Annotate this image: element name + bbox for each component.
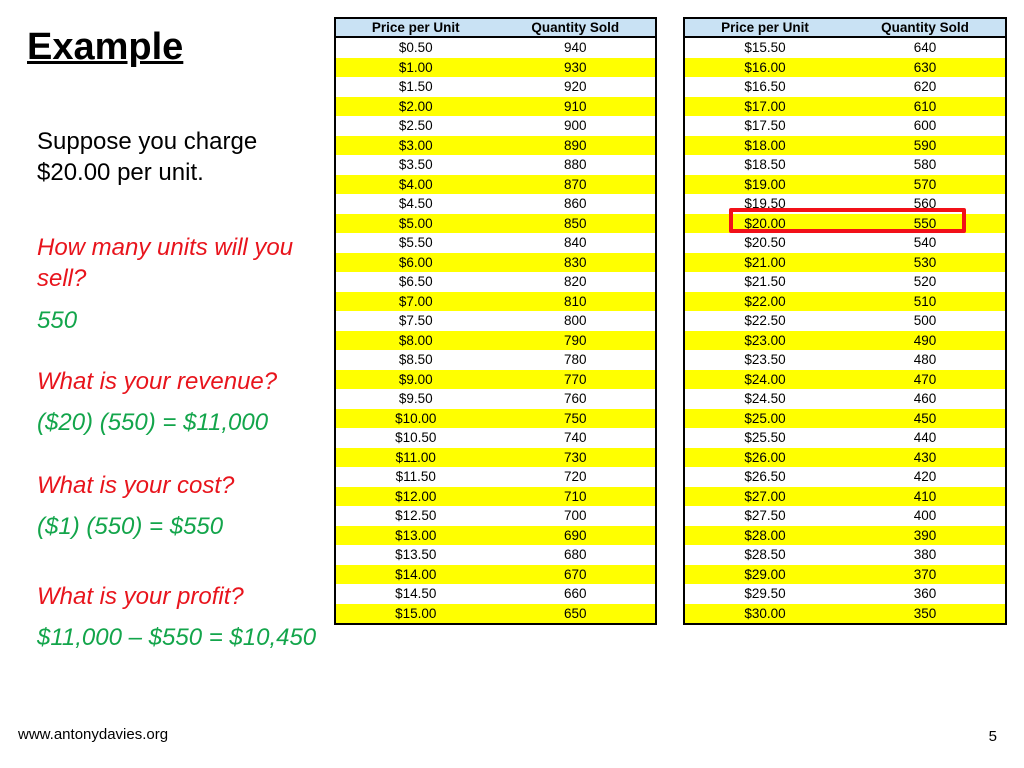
table-row (335, 545, 656, 565)
table-row (335, 292, 656, 312)
price-cell: $21.00 (684, 253, 845, 273)
price-cell: $1.00 (335, 58, 496, 78)
price-cell: $9.00 (335, 370, 496, 390)
price-cell: $8.50 (335, 350, 496, 370)
table-row (335, 331, 656, 351)
price-cell: $0.50 (335, 37, 496, 58)
header-quantity: Quantity Sold (496, 18, 657, 37)
table-row (335, 487, 656, 507)
table-row (684, 136, 1006, 156)
price-cell: $4.50 (335, 194, 496, 214)
table-row (684, 584, 1006, 604)
quantity-cell: 720 (496, 467, 657, 487)
table-row (335, 37, 656, 58)
price-cell: $5.00 (335, 214, 496, 234)
table-row (684, 467, 1006, 487)
price-cell: $18.00 (684, 136, 845, 156)
quantity-cell: 780 (496, 350, 657, 370)
table-row (335, 58, 656, 78)
price-cell: $29.50 (684, 584, 845, 604)
table-row (335, 253, 656, 273)
price-cell: $15.00 (335, 604, 496, 625)
quantity-cell: 440 (845, 428, 1006, 448)
table-row (684, 58, 1006, 78)
quantity-cell: 790 (496, 331, 657, 351)
table-row (684, 428, 1006, 448)
table-row (684, 175, 1006, 195)
price-cell: $2.50 (335, 116, 496, 136)
price-cell: $10.00 (335, 409, 496, 429)
price-cell: $12.00 (335, 487, 496, 507)
table-row (684, 97, 1006, 117)
table-row (335, 565, 656, 585)
quantity-cell: 660 (496, 584, 657, 604)
table-row (335, 155, 656, 175)
price-cell: $27.00 (684, 487, 845, 507)
price-cell: $27.50 (684, 506, 845, 526)
quantity-cell: 380 (845, 545, 1006, 565)
quantity-cell: 680 (496, 545, 657, 565)
quantity-cell: 390 (845, 526, 1006, 546)
table-header-row (684, 18, 1006, 37)
price-cell: $2.00 (335, 97, 496, 117)
price-cell: $19.50 (684, 194, 845, 214)
quantity-cell: 850 (496, 214, 657, 234)
price-cell: $17.50 (684, 116, 845, 136)
quantity-cell: 890 (496, 136, 657, 156)
quantity-cell: 560 (845, 194, 1006, 214)
price-cell: $1.50 (335, 77, 496, 97)
quantity-cell: 770 (496, 370, 657, 390)
table-row (684, 155, 1006, 175)
price-cell: $16.50 (684, 77, 845, 97)
header-quantity: Quantity Sold (845, 18, 1006, 37)
price-quantity-table-left (334, 17, 657, 625)
table-row (335, 350, 656, 370)
table-row (335, 272, 656, 292)
price-cell: $24.50 (684, 389, 845, 409)
table-row (335, 214, 656, 234)
table-row (684, 389, 1006, 409)
price-cell: $22.00 (684, 292, 845, 312)
price-cell: $6.00 (335, 253, 496, 273)
price-cell: $26.00 (684, 448, 845, 468)
table-row (684, 604, 1006, 625)
quantity-cell: 730 (496, 448, 657, 468)
quantity-cell: 710 (496, 487, 657, 507)
table-row (335, 194, 656, 214)
table-row (684, 253, 1006, 273)
price-cell: $25.50 (684, 428, 845, 448)
quantity-cell: 930 (496, 58, 657, 78)
page-number: 5 (988, 728, 997, 745)
table-row (335, 116, 656, 136)
quantity-cell: 350 (845, 604, 1006, 625)
table-row (684, 545, 1006, 565)
question-units: How many units will you sell? (37, 234, 294, 292)
price-cell: $21.50 (684, 272, 845, 292)
table-row (335, 175, 656, 195)
quantity-cell: 530 (845, 253, 1006, 273)
table-row (684, 311, 1006, 331)
table-row (684, 526, 1006, 546)
table-row (335, 584, 656, 604)
quantity-cell: 670 (496, 565, 657, 585)
quantity-cell: 480 (845, 350, 1006, 370)
quantity-cell: 370 (845, 565, 1006, 585)
price-cell: $25.00 (684, 409, 845, 429)
quantity-cell: 460 (845, 389, 1006, 409)
quantity-cell: 740 (496, 428, 657, 448)
table-row (684, 565, 1006, 585)
quantity-cell: 810 (496, 292, 657, 312)
answer-profit: $11,000 – $550 = $10,450 (37, 624, 317, 651)
quantity-cell: 760 (496, 389, 657, 409)
price-cell: $23.50 (684, 350, 845, 370)
quantity-cell: 900 (496, 116, 657, 136)
quantity-cell: 840 (496, 233, 657, 253)
quantity-cell: 940 (496, 37, 657, 58)
price-quantity-table-right (683, 17, 1007, 625)
price-cell: $12.50 (335, 506, 496, 526)
answer-cost: ($1) (550) = $550 (37, 513, 224, 540)
quantity-cell: 550 (845, 214, 1006, 234)
price-cell: $14.50 (335, 584, 496, 604)
quantity-cell: 490 (845, 331, 1006, 351)
quantity-cell: 650 (496, 604, 657, 625)
table-row (684, 331, 1006, 351)
table-row (684, 448, 1006, 468)
quantity-cell: 600 (845, 116, 1006, 136)
intro-text: Suppose you charge $20.00 per unit. (37, 128, 258, 186)
table-row (335, 448, 656, 468)
table-row (684, 116, 1006, 136)
table-row (684, 37, 1006, 58)
highlight-box (729, 208, 966, 233)
quantity-cell: 570 (845, 175, 1006, 195)
price-cell: $22.50 (684, 311, 845, 331)
price-cell: $30.00 (684, 604, 845, 625)
price-cell: $15.50 (684, 37, 845, 58)
table-row (335, 389, 656, 409)
table-row (684, 77, 1006, 97)
price-cell: $11.00 (335, 448, 496, 468)
question-cost: What is your cost? (37, 472, 235, 499)
price-cell: $3.50 (335, 155, 496, 175)
table-row (684, 506, 1006, 526)
quantity-cell: 750 (496, 409, 657, 429)
price-cell: $3.00 (335, 136, 496, 156)
quantity-cell: 800 (496, 311, 657, 331)
quantity-cell: 410 (845, 487, 1006, 507)
quantity-cell: 510 (845, 292, 1006, 312)
quantity-cell: 700 (496, 506, 657, 526)
table-row (684, 487, 1006, 507)
price-cell: $17.00 (684, 97, 845, 117)
answer-units: 550 (37, 307, 78, 334)
table-row (335, 97, 656, 117)
quantity-cell: 640 (845, 37, 1006, 58)
price-cell: $28.00 (684, 526, 845, 546)
quantity-cell: 400 (845, 506, 1006, 526)
price-cell: $8.00 (335, 331, 496, 351)
table-row (335, 604, 656, 625)
price-cell: $4.00 (335, 175, 496, 195)
price-cell: $28.50 (684, 545, 845, 565)
table-row (684, 292, 1006, 312)
price-cell: $13.50 (335, 545, 496, 565)
table-row (335, 77, 656, 97)
header-price: Price per Unit (335, 18, 496, 37)
price-cell: $6.50 (335, 272, 496, 292)
quantity-cell: 690 (496, 526, 657, 546)
quantity-cell: 860 (496, 194, 657, 214)
quantity-cell: 430 (845, 448, 1006, 468)
price-cell: $20.00 (684, 214, 845, 234)
price-cell: $7.50 (335, 311, 496, 331)
quantity-cell: 540 (845, 233, 1006, 253)
price-cell: $18.50 (684, 155, 845, 175)
table-row (335, 136, 656, 156)
quantity-cell: 360 (845, 584, 1006, 604)
price-cell: $7.00 (335, 292, 496, 312)
table-row (684, 233, 1006, 253)
table-row (684, 409, 1006, 429)
quantity-cell: 630 (845, 58, 1006, 78)
quantity-cell: 420 (845, 467, 1006, 487)
price-cell: $26.50 (684, 467, 845, 487)
price-cell: $14.00 (335, 565, 496, 585)
quantity-cell: 610 (845, 97, 1006, 117)
table-row (684, 272, 1006, 292)
table-row (335, 370, 656, 390)
quantity-cell: 470 (845, 370, 1006, 390)
price-cell: $13.00 (335, 526, 496, 546)
quantity-cell: 500 (845, 311, 1006, 331)
question-profit: What is your profit? (37, 583, 244, 610)
quantity-cell: 580 (845, 155, 1006, 175)
table-row (684, 370, 1006, 390)
quantity-cell: 820 (496, 272, 657, 292)
table-row (335, 409, 656, 429)
price-cell: $9.50 (335, 389, 496, 409)
header-price: Price per Unit (684, 18, 845, 37)
price-cell: $16.00 (684, 58, 845, 78)
table-row (684, 350, 1006, 370)
table-row (335, 506, 656, 526)
quantity-cell: 590 (845, 136, 1006, 156)
price-cell: $10.50 (335, 428, 496, 448)
quantity-cell: 450 (845, 409, 1006, 429)
table-row (335, 467, 656, 487)
table-row (335, 311, 656, 331)
price-cell: $23.00 (684, 331, 845, 351)
price-cell: $20.50 (684, 233, 845, 253)
price-cell: $11.50 (335, 467, 496, 487)
table-row (335, 233, 656, 253)
price-cell: $29.00 (684, 565, 845, 585)
table-row (335, 526, 656, 546)
quantity-cell: 910 (496, 97, 657, 117)
price-cell: $24.00 (684, 370, 845, 390)
quantity-cell: 620 (845, 77, 1006, 97)
quantity-cell: 830 (496, 253, 657, 273)
slide-title: Example (27, 26, 184, 68)
footer-url: www.antonydavies.org (18, 726, 169, 743)
price-cell: $19.00 (684, 175, 845, 195)
question-revenue: What is your revenue? (37, 368, 278, 395)
quantity-cell: 880 (496, 155, 657, 175)
table-header-row (335, 18, 656, 37)
price-cell: $5.50 (335, 233, 496, 253)
quantity-cell: 870 (496, 175, 657, 195)
quantity-cell: 920 (496, 77, 657, 97)
table-row (335, 428, 656, 448)
quantity-cell: 520 (845, 272, 1006, 292)
answer-revenue: ($20) (550) = $11,000 (37, 409, 269, 436)
